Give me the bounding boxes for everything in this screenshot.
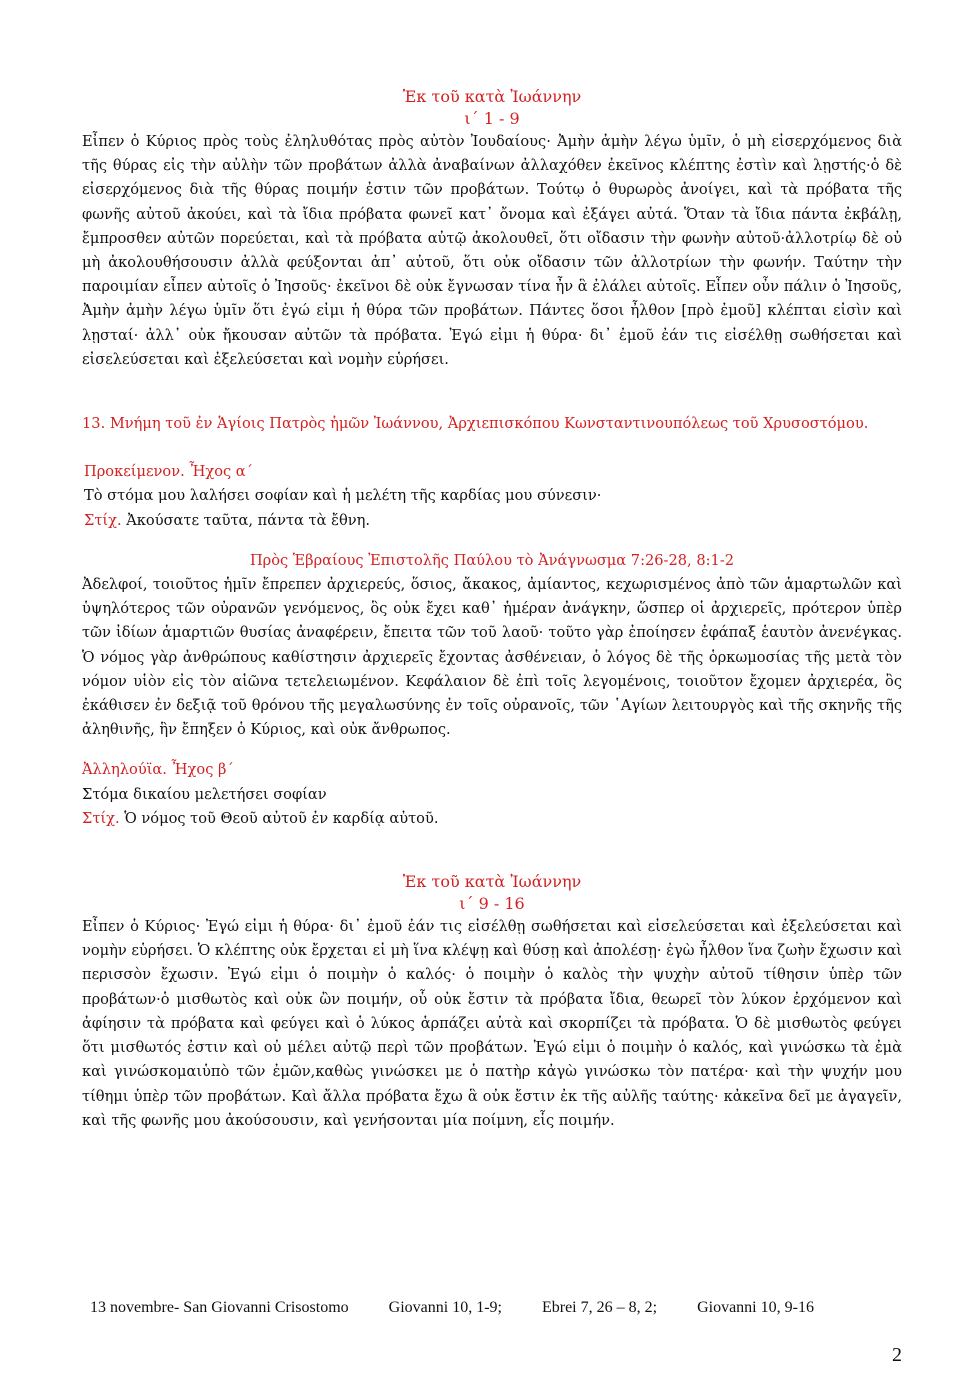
reading1-title: Ἐκ τοῦ κατὰ Ἰωάννην [402, 87, 582, 106]
reading1-text: Εἶπεν ὁ Κύριος πρὸς τοὺς ἐληλυθότας πρὸς αὐτὸν Ἰουδαίους· Ἀμὴν ἀμὴν λέγω ὑμῖν, ὁ μὴ εἰσερχόμενος διὰ τῆς θύρας εἰς τὴν αὐλὴν τῶν προβάτων ἀλλὰ ἀναβαίνων ἀλλαχόθεν ἐκεῖνος κλέπτης ἐστὶν καὶ λῃστής·ὁ δὲ εἰσερχόμενος διὰ τῆς θύρας ποιμήν ἐστιν τῶν προβάτων. Τούτῳ ὁ θυρωρὸς ἀνοίγει, καὶ τὰ πρόβατα τῆς φωνῆς αὐτοῦ ἀκούει, καὶ τὰ ἴδια πρόβατα φωνεῖ κατ᾽ ὄνομα καὶ ἐξάγει αὐτά. Ὅταν τὰ ἴδια πάντα ἐκβάλῃ, ἔμπροσθεν αὐτῶν πορεύεται, καὶ τὰ πρόβατα αὐτῷ ἀκολουθεῖ, ὅτι οἴδασιν τὴν φωνὴν αὐτοῦ·ἀλλοτρίῳ δὲ οὐ μὴ ἀκολουθήσουσιν ἀλλὰ φεύξονται ἀπ᾽ αὐτοῦ, ὅτι οὐκ οἴδασιν τῶν ἀλλοτρίων τὴν φωνήν. Ταύτην τὴν παροιμίαν εἶπεν αὐτοῖς ὁ Ἰησοῦς· ἐκεῖνοι δὲ οὐκ ἔγνωσαν τίνα ἦν ἃ ἐλάλει αὐτοῖς. Εἶπεν οὖν πάλιν ὁ Ἰησοῦς, Ἀμὴν ἀμὴν λέγω ὑμῖν ὅτι ἐγώ εἰμι ἡ θύρα τῶν προβάτων. Πάντες ὅσοι ἦλθον [πρὸ ἐμοῦ] κλέπται εἰσὶν καὶ λῃσταί· ἀλλ᾽ οὐκ ἤκουσαν αὐτῶν τὰ πρόβατα. Ἐγώ εἰμι ἡ θύρα· δι᾽ ἐμοῦ ἐάν τις εἰσέλθῃ σωθήσεται καὶ εἰσελεύσεται καὶ ἐξελεύσεται καὶ νομὴν εὑρήσει. [82, 133, 902, 368]
alleluia-verse: Στόμα δικαίου μελετήσει σοφίαν [82, 785, 327, 803]
prokeimenon-stich-text: Ἀκούσατε ταῦτα, πάντα τὰ ἔθνη. [121, 511, 370, 529]
reading2-ref: ι΄ 9 - 16 [459, 894, 525, 914]
alleluia-label: Ἀλληλούϊα. Ἦχος β΄ [82, 761, 234, 779]
reading1-ref: ι΄ 1 - 9 [464, 109, 520, 128]
footer-gospel-ref: Giovanni 10, 1-9; [388, 1299, 502, 1316]
footer-epistle-ref: Ebrei 7, 26 – 8, 2; [541, 1299, 658, 1316]
footer-gospel2-ref: Giovanni 10, 9-16 [697, 1299, 814, 1316]
alleluia-stich-label: Στίχ. [82, 809, 120, 827]
epistle-title: Πρὸς Ἑβραίους Ἐπιστολῆς Παύλου τὸ Ἀνάγνωσμα 7:26-28, 8:1-2 [249, 551, 735, 569]
alleluia-stich [82, 807, 902, 831]
page-footer [90, 1299, 890, 1317]
page-number: 2 [892, 1344, 902, 1366]
reading2-title: Ἐκ τοῦ κατὰ Ἰωάννην [402, 872, 582, 892]
reading2-text: Εἶπεν ὁ Κύριος· Ἐγώ εἰμι ἡ θύρα· δι᾽ ἐμοῦ ἐάν τις εἰσέλθῃ σωθήσεται καὶ εἰσελεύσεται καὶ ἐξελεύσεται καὶ νομὴν εὑρήσει. Ὁ κλέπτης οὐκ ἔρχεται εἰ μὴ ἵνα κλέψῃ καὶ θύσῃ καὶ ἀπολέσῃ· ἐγὼ ἦλθον ἵνα ζωὴν ἔχωσιν καὶ περισσὸν ἔχωσιν. Ἐγώ εἰμι ὁ ποιμὴν ὁ καλός· ὁ ποιμὴν ὁ καλὸς τὴν ψυχὴν αὐτοῦ τίθησιν ὑπὲρ τῶν προβάτων·ὁ μισθωτὸς καὶ οὐκ ὢν ποιμήν, οὗ οὐκ ἔστιν τὰ πρόβατα ἴδια, θεωρεῖ τὸν λύκον ἐρχόμενον καὶ ἀφίησιν τὰ πρόβατα καὶ φεύγει καὶ ὁ λύκος ἁρπάζει αὐτὰ καὶ σκορπίζει τὰ πρόβατα. Ὁ δὲ μισθωτὸς φεύγει ὅτι μισθωτός ἐστιν καὶ οὐ μέλει αὐτῷ περὶ τῶν προβάτων. Ἐγώ εἰμι ὁ ποιμὴν ὁ καλός, καὶ γινώσκω τὰ ἐμὰ καὶ γινώσκομαιὑπὸ τῶν ἐμῶν,καθὼς γινώσκει με ὁ πατὴρ κἀγὼ γινώσκω τὸν πατέρα· καὶ τὴν ψυχήν μου τίθημι ὑπὲρ τῶν προβάτων. Καὶ ἄλλα πρόβατα ἔχω ἃ οὐκ ἔστιν ἐκ τῆς αὐλῆς ταύτης· κἀκεῖνα δεῖ με ἀγαγεῖν, καὶ τῆς φωνῆς μου ἀκούσουσιν, καὶ γενήσονται μία ποίμνη, εἷς ποιμήν. [82, 918, 902, 1129]
commemoration-title: 13. Μνήμη τοῦ ἐν Ἁγίοις Πατρὸς ἡμῶν Ἰωάννου, Ἀρχιεπισκόπου Κωνσταντινουπόλεως τοῦ Χρυσοστόμου. [82, 415, 869, 433]
prokeimenon-stich-label: Στίχ. [84, 511, 122, 529]
alleluia-stich-text: Ὁ νόμος τοῦ Θεοῦ αὐτοῦ ἐν καρδίᾳ αὐτοῦ. [119, 809, 439, 827]
document-page [82, 86, 902, 1133]
footer-date: 13 novembre- San Giovanni Crisostomo [90, 1299, 349, 1316]
prokeimenon-verse: Τὸ στόμα μου λαλήσει σοφίαν καὶ ἡ μελέτη τῆς καρδίας μου σύνεσιν· [84, 487, 602, 505]
epistle-text: Ἀδελφοί, τοιοῦτος ἡμῖν ἔπρεπεν ἀρχιερεύς, ὅσιος, ἄκακος, ἀμίαντος, κεχωρισμένος ἀπὸ τῶν ἁμαρτωλῶν καὶ ὑψηλότερος τῶν οὐρανῶν γενόμενος, ὃς οὐκ ἔχει καθ᾽ ἡμέραν ἀνάγκην, ὥσπερ οἱ ἀρχιερεῖς, πρότερον ὑπὲρ τῶν ἰδίων ἁμαρτιῶν θυσίας ἀναφέρειν, ἔπειτα τῶν τοῦ λαοῦ· τοῦτο γὰρ ἐποίησεν ἐφάπαξ ἑαυτὸν ἀνενέγκας. Ὁ νόμος γὰρ ἀνθρώπους καθίστησιν ἀρχιερεῖς ἔχοντας ἀσθένειαν, ὁ λόγος δὲ τῆς ὁρκωμοσίας τῆς μετὰ τὸν νόμον υἱὸν εἰς τὸν αἰῶνα τετελειωμένον. Κεφάλαιον δὲ ἐπὶ τοῖς λεγομένοις, τοιοῦτον ἔχομεν ἀρχιερέα, ὃς ἐκάθισεν ἐν δεξιᾷ τοῦ θρόνου τῆς μεγαλωσύνης ἐν τοῖς οὐρανοῖς, τῶν ῾Αγίων λειτουργὸς καὶ τῆς σκηνῆς τῆς ἀληθινῆς, ἣν ἔπηξεν ὁ Κύριος, καὶ οὐκ ἄνθρωπος. [82, 576, 902, 739]
prokeimenon-label: Προκείμενον. Ἦχος α΄ [84, 463, 253, 481]
prokeimenon-stich [82, 509, 902, 533]
